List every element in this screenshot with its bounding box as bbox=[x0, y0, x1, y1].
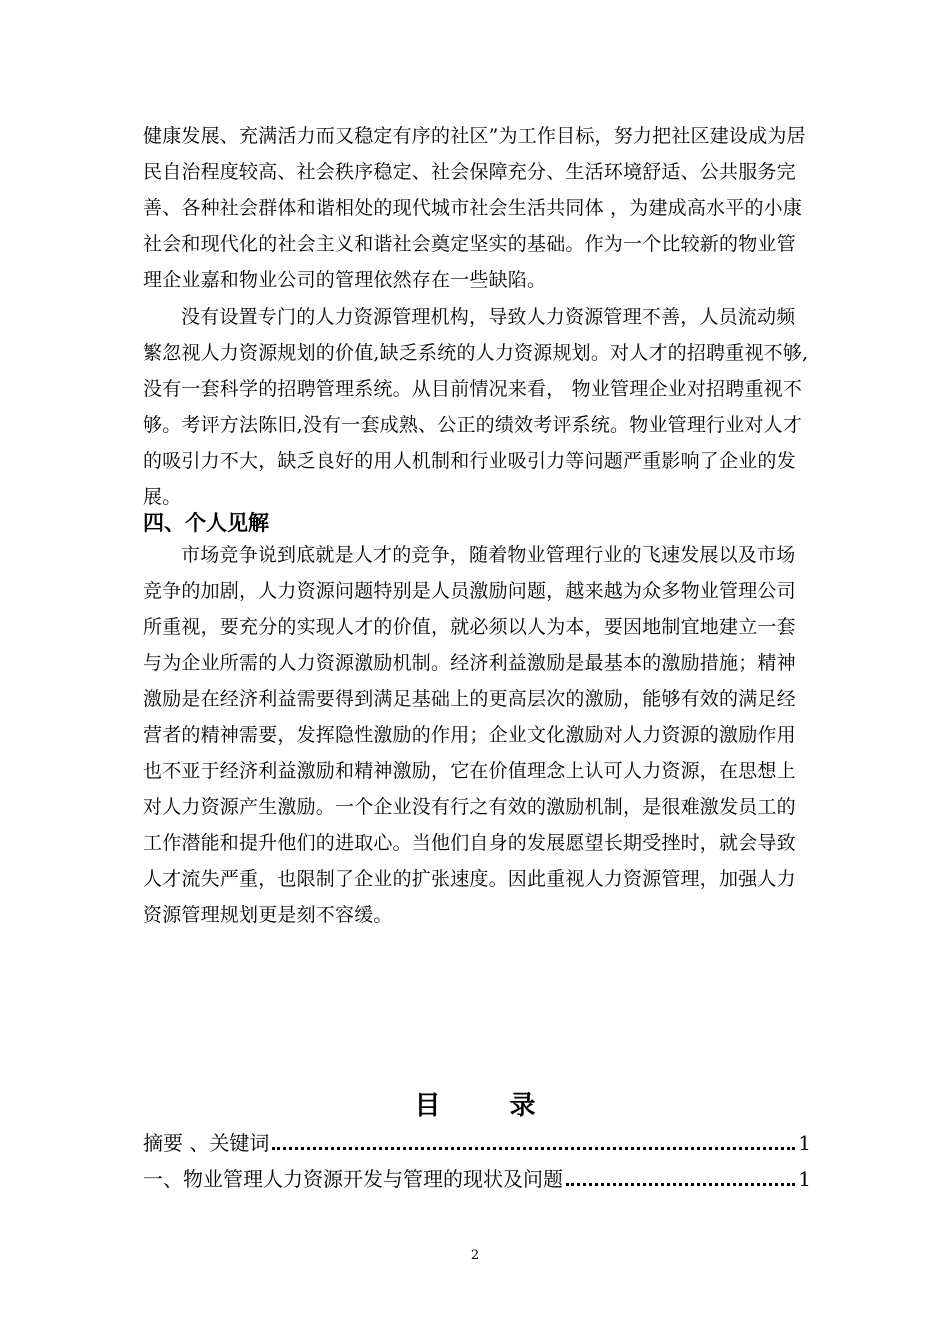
toc-entry-page: 1 bbox=[798, 1167, 811, 1191]
toc-entry-label: 一、物业管理人力资源开发与管理的现状及问题 bbox=[143, 1167, 563, 1191]
page-number: 2 bbox=[470, 1248, 480, 1263]
toc-leader-dots bbox=[272, 1147, 795, 1150]
body-paragraph-2 bbox=[143, 299, 811, 515]
paragraph-text: 健康发展、充满活力而又稳定有序的社区”为工作目标，努力把社区建设成为居民自治程度较高、社会秩序稳定、社会保障充分、生活环境舒适、公共服务完善、各种社会群体和谐相处的现代城市社会生活共同体 ，为建成高水平的小康社会和现代化的社会主义和谐社会奠定坚实的基础。作为一个比较新的物业管理企业嘉和物业公司的管理依然存在一些缺陷。 bbox=[143, 125, 806, 291]
toc-entry[interactable] bbox=[143, 1162, 811, 1196]
toc-entry-label: 摘要 、关键词 bbox=[143, 1131, 270, 1155]
toc-leader-dots bbox=[566, 1183, 795, 1186]
section-heading: 四、个人见解 bbox=[143, 511, 269, 535]
paragraph-text: 市场竞争说到底就是人才的竞争，随着物业管理行业的飞速发展以及市场竞争的加剧，人力资源问题特别是人员激励问题，越来越为众多物业管理公司所重视，要充分的实现人才的价值，就必须以人为本，要因地制宜地建立一套与为企业所需的人力资源激励机制。经济利益激励是最基本的激励措施；精神激励是在经济利益需要得到满足基础上的更高层次的激励，能够有效的满足经营者的精神需要，发挥隐性激励的作用；企业文化激励对人力资源的激励作用也不亚于经济利益激励和精神激励，它在价值理念上认可人力资源，在思想上对人力资源产生激励。一个企业没有行之有效的激励机制，是很难激发员工的工作潜能和提升他们的进取心。当他们自身的发展愿望长期受挫时，就会导致人才流失严重，也限制了企业的扩张速度。因此重视人力资源管理，加强人力资源管理规划更是刻不容缓。 bbox=[143, 544, 796, 926]
paragraph-text: 没有设置专门的人力资源管理机构，导致人力资源管理不善，人员流动频繁忽视人力资源规划的价值,缺乏系统的人力资源规划。对人才的招聘重视不够,没有一套科学的招聘管理系统。从目前情况来看， 物业管理企业对招聘重视不够。考评方法陈旧,没有一套成熟、公正的绩效考评系统。物业管理行业对人才的吸引力不大，缺乏良好的用人机制和行业吸引力等问题严重影响了企业的发展。 bbox=[143, 306, 809, 508]
body-paragraph-1 bbox=[143, 118, 811, 298]
body-paragraph-3 bbox=[143, 537, 811, 933]
toc-entry-page: 1 bbox=[798, 1131, 811, 1155]
toc-entry[interactable] bbox=[143, 1126, 811, 1160]
toc-title: 目 录 bbox=[414, 1091, 536, 1121]
